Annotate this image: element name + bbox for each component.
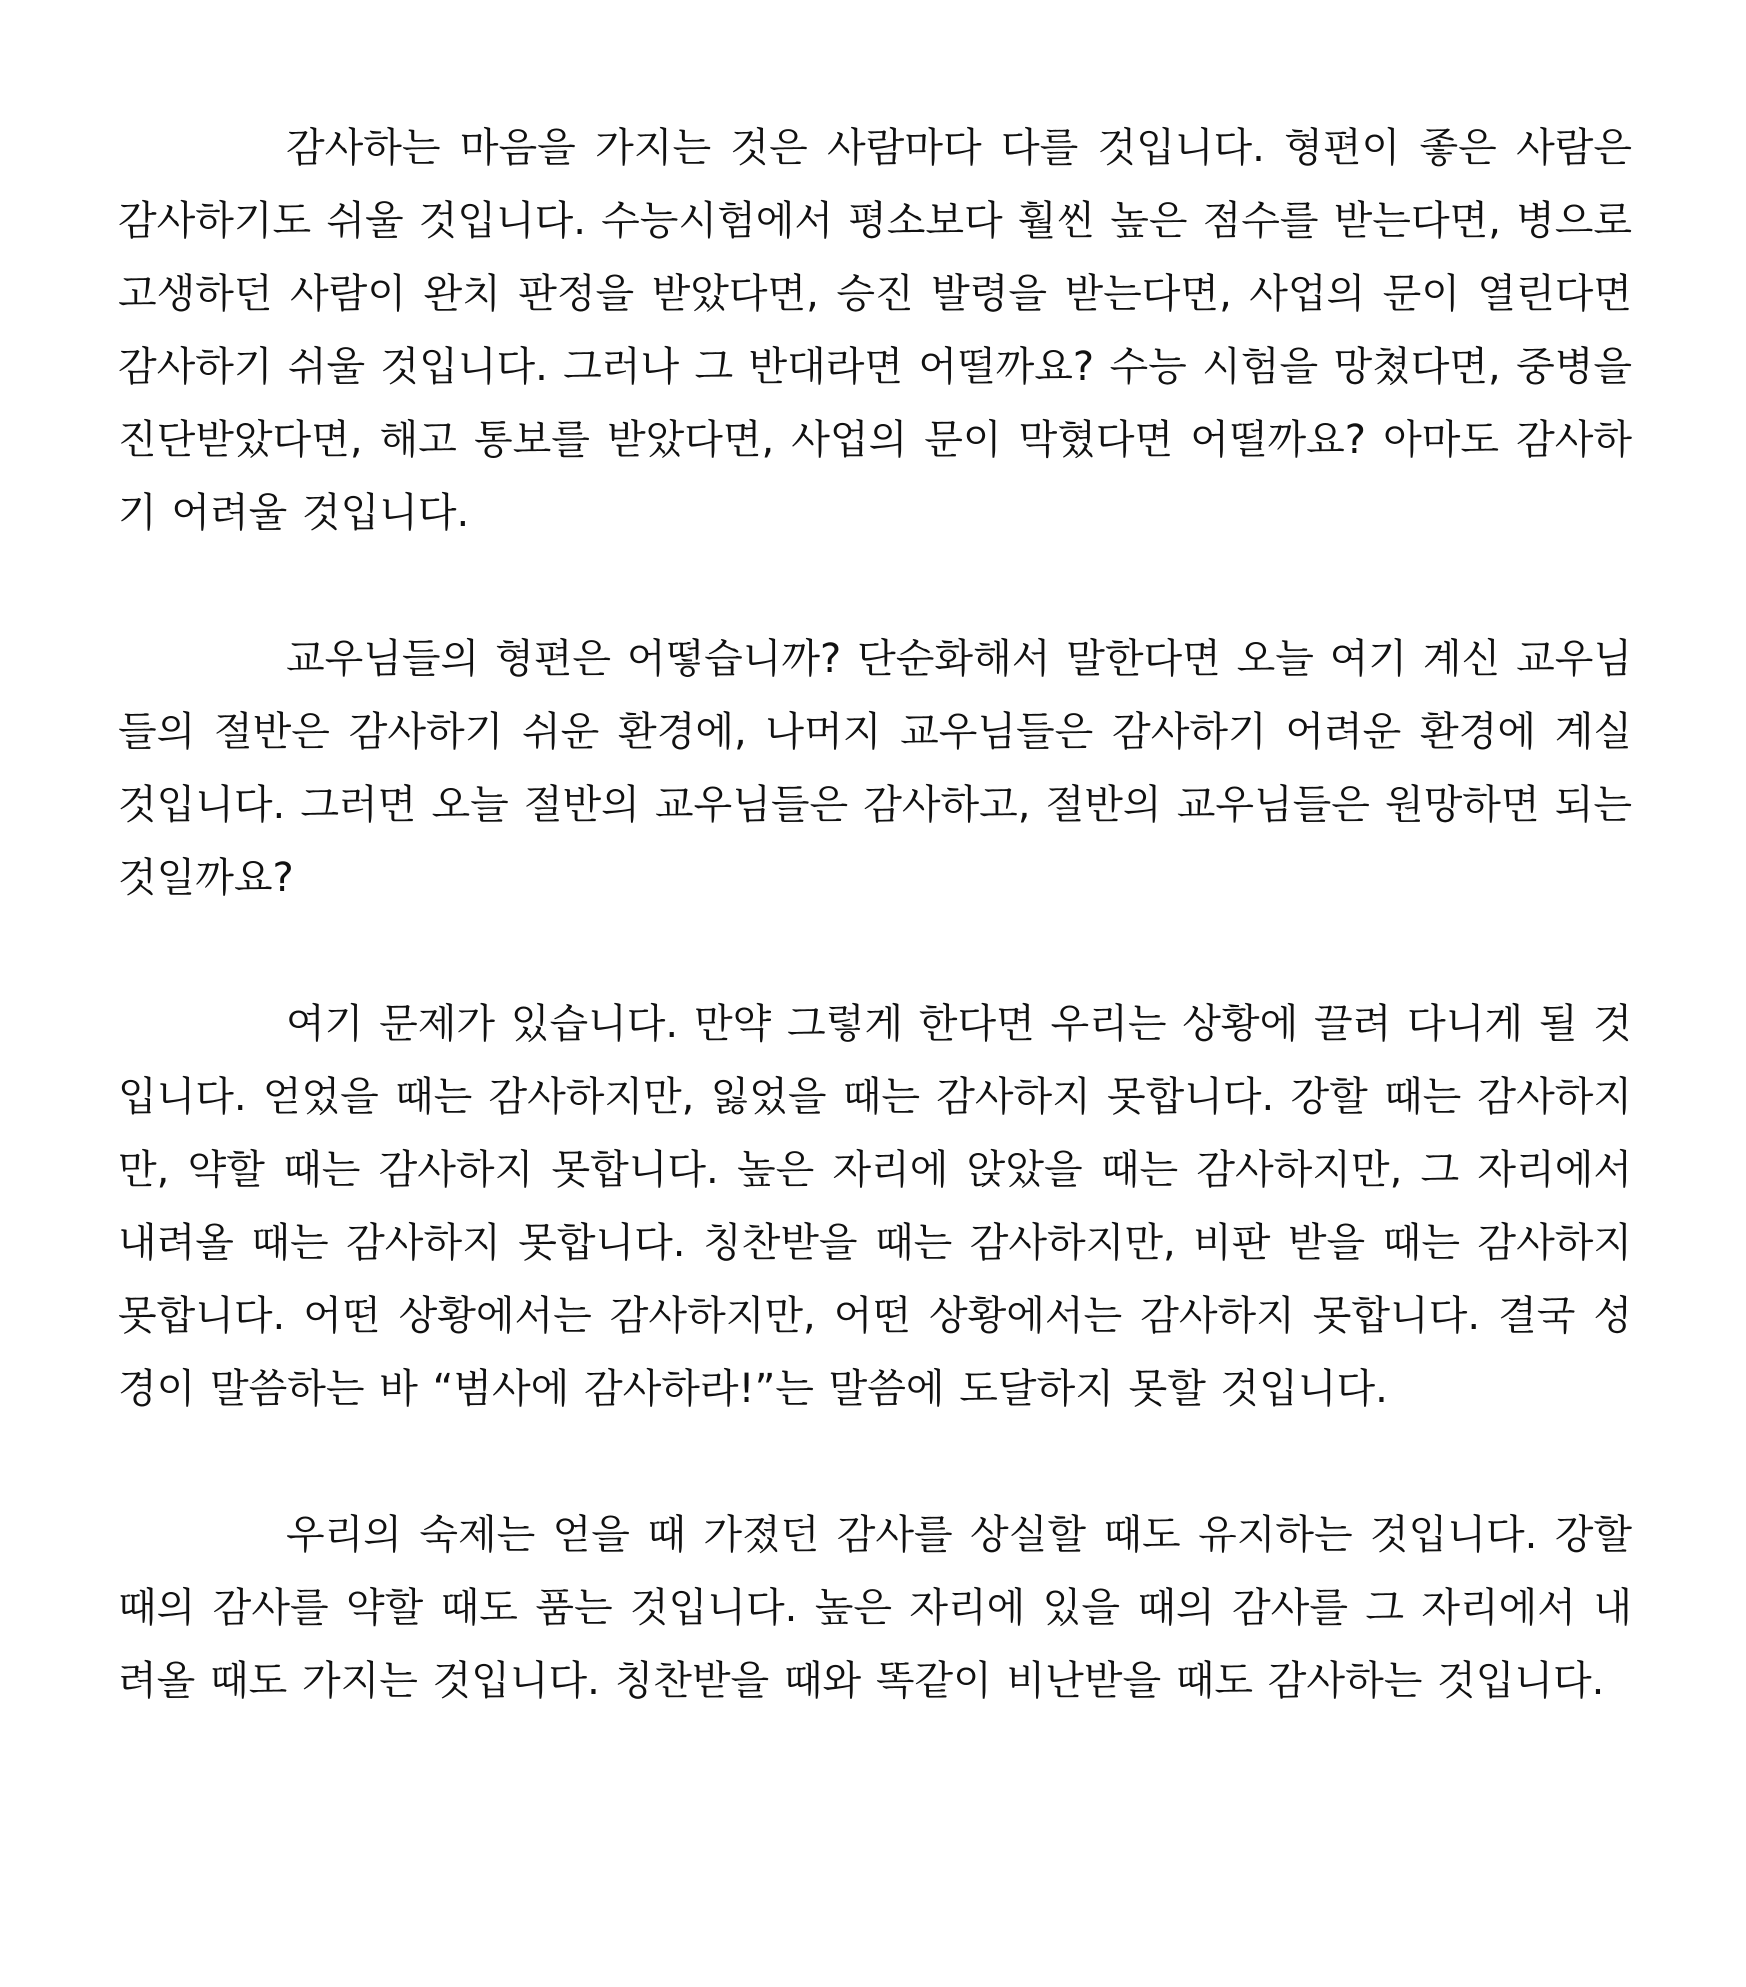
paragraph-3: 여기 문제가 있습니다. 만약 그렇게 한다면 우리는 상황에 끌려 다니게 될 것입니다. 얻었을 때는 감사하지만, 잃었을 때는 감사하지 못합니다. 강할 때는 감사하지만, 약할 때는 감사하지 못합니다. 높은 자리에 앉았을 때는 감사하지만, 그 자리에서 내려올 때는 감사하지 못합니다. 칭찬받을 때는 감사하지만, 비판 받을 때는 감사하지 못합니다. 어떤 상황에서는 감사하지만, 어떤 상황에서는 감사하지 못합니다. 결국 성경이 말씀하는 바 “범사에 감사하라!”는 말씀에 도달하지 못할 것입니다. [118,1001,1632,1412]
document-body [118,112,1632,1718]
paragraph-1: 감사하는 마음을 가지는 것은 사람마다 다를 것입니다. 형편이 좋은 사람은 감사하기도 쉬울 것입니다. 수능시험에서 평소보다 훨씬 높은 점수를 받는다면, 병으로 고생하던 사람이 완치 판정을 받았다면, 승진 발령을 받는다면, 사업의 문이 열린다면 감사하기 쉬울 것입니다. 그러나 그 반대라면 어떨까요? 수능 시험을 망쳤다면, 중병을 진단받았다면, 해고 통보를 받았다면, 사업의 문이 막혔다면 어떨까요? 아마도 감사하기 어려울 것입니다. [118,125,1632,536]
paragraph-4: 우리의 숙제는 얻을 때 가졌던 감사를 상실할 때도 유지하는 것입니다. 강할 때의 감사를 약할 때도 품는 것입니다. 높은 자리에 있을 때의 감사를 그 자리에서 내려올 때도 가지는 것입니다. 칭찬받을 때와 똑같이 비난받을 때도 감사하는 것입니다. [118,1512,1632,1704]
paragraph-2: 교우님들의 형편은 어떻습니까? 단순화해서 말한다면 오늘 여기 계신 교우님들의 절반은 감사하기 쉬운 환경에, 나머지 교우님들은 감사하기 어려운 환경에 계실 것입니다. 그러면 오늘 절반의 교우님들은 감사하고, 절반의 교우님들은 원망하면 되는 것일까요? [118,636,1632,901]
